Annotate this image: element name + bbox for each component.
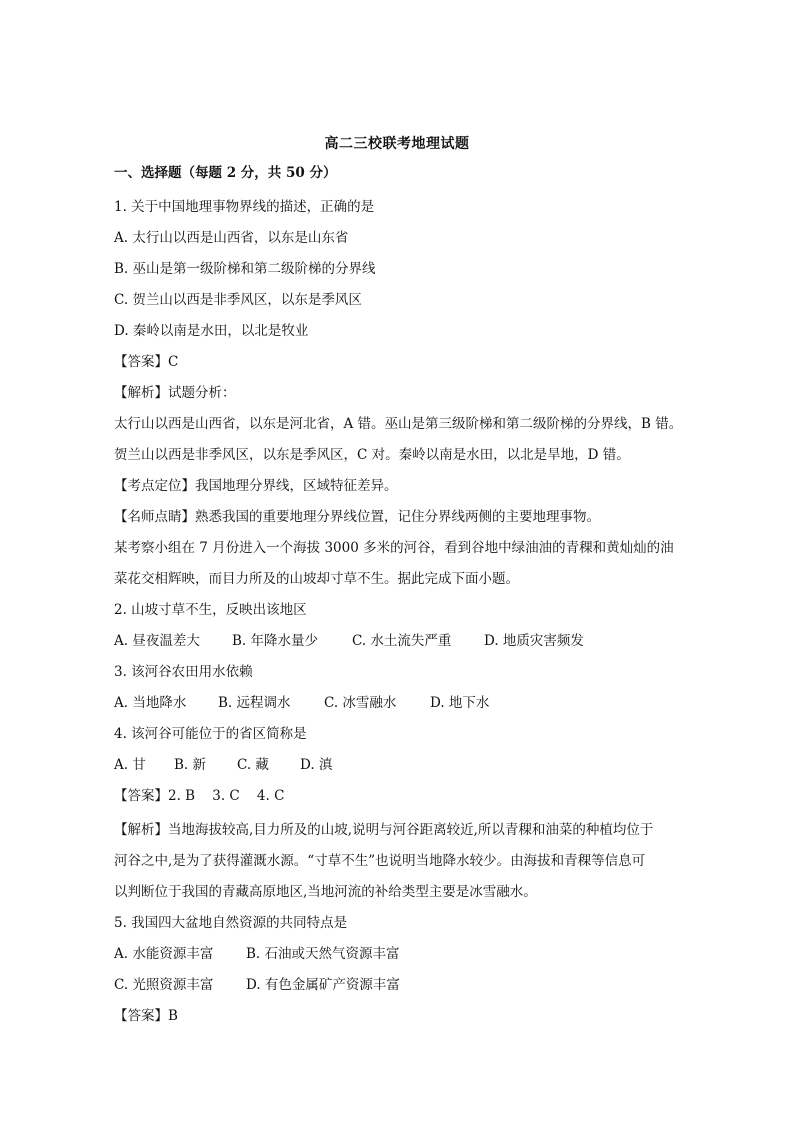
question-2-option-d: D. 地质灾害频发 [484, 633, 584, 649]
question-2-option-b: B. 年降水量少 [232, 633, 319, 649]
question-1-stem: 1. 关于中国地理事物界线的描述，正确的是 [114, 199, 375, 215]
analysis-2-4-line-1: 【解析】当地海拔较高,目力所及的山坡,说明与河谷距离较近,所以青稞和油菜的种植均位于 [114, 822, 654, 838]
question-1-mingshi: 【名师点睛】熟悉我国的重要地理分界线位置，记住分界线两侧的主要地理事物。 [114, 509, 600, 525]
question-3-option-b: B. 远程调水 [218, 695, 291, 711]
question-1-answer: 【答案】C [114, 354, 179, 370]
question-4-stem: 4. 该河谷可能位于的省区简称是 [114, 726, 307, 742]
question-4-option-d: D. 滇 [300, 757, 333, 773]
question-5-option-d: D. 有色金属矿产资源丰富 [246, 977, 400, 993]
passage-line-1: 某考察小组在 7 月份进入一个海拔 3000 多米的河谷，看到谷地中绿油油的青稞和黄灿灿的油 [114, 540, 674, 556]
question-2-stem: 2. 山坡寸草不生，反映出该地区 [114, 602, 307, 618]
question-3-stem: 3. 该河谷农田用水依赖 [114, 664, 253, 680]
analysis-2-4-line-3: 以判断位于我国的青藏高原地区,当地河流的补给类型主要是冰雪融水。 [114, 884, 537, 900]
question-5-option-c: C. 光照资源丰富 [114, 977, 214, 993]
question-1-analysis-label: 【解析】试题分析： [114, 385, 236, 401]
analysis-2-4-line-2: 河谷之中,是为了获得灌溉水源。“寸草不生”也说明当地降水较少。由海拔和青稞等信息可 [114, 853, 646, 869]
question-1-analysis-line-2: 贺兰山以西是非季风区，以东是季风区，C 对。秦岭以南是水田，以北是旱地，D 错。 [114, 447, 630, 463]
question-5-option-b: B. 石油或天然气资源丰富 [246, 946, 400, 962]
question-4-option-b: B. 新 [174, 757, 207, 773]
question-5-answer: 【答案】B [114, 1008, 178, 1024]
question-5-stem: 5. 我国四大盆地自然资源的共同特点是 [114, 915, 348, 931]
section-heading: 一、选择题（每题 2 分，共 50 分） [114, 165, 337, 181]
question-4-option-c: C. 藏 [237, 757, 269, 773]
page-title: 高二三校联考地理试题 [324, 136, 470, 152]
question-1-option-a: A. 太行山以西是山西省，以东是山东省 [114, 230, 349, 246]
question-1-option-d: D. 秦岭以南是水田，以北是牧业 [114, 323, 309, 339]
question-4-options [114, 755, 688, 775]
question-3-option-c: C. 冰雪融水 [324, 695, 397, 711]
answer-2-4: 【答案】2. B 3. C 4. C [114, 788, 285, 804]
question-2-option-c: C. 水土流失严重 [352, 633, 452, 649]
question-1-kaodian: 【考点定位】我国地理分界线，区域特征差异。 [114, 478, 398, 494]
question-3-options [114, 693, 688, 713]
question-2-options [114, 631, 688, 651]
question-1-option-c: C. 贺兰山以西是非季风区，以东是季风区 [114, 292, 362, 308]
question-2-option-a: A. 昼夜温差大 [114, 633, 200, 649]
question-1-analysis-line-1: 太行山以西是山西省，以东是河北省，A 错。巫山是第三级阶梯和第二级阶梯的分界线，B 错。 [114, 416, 683, 432]
question-1-option-b: B. 巫山是第一级阶梯和第二级阶梯的分界线 [114, 261, 376, 277]
question-3-option-a: A. 当地降水 [114, 695, 187, 711]
question-4-option-a: A. 甘 [114, 757, 146, 773]
question-5-options-row-2 [114, 975, 688, 995]
question-5-options-row-1 [114, 944, 688, 964]
question-3-option-d: D. 地下水 [430, 695, 490, 711]
question-5-option-a: A. 水能资源丰富 [114, 946, 214, 962]
passage-line-2: 菜花交相辉映，而目力所及的山坡却寸草不生。据此完成下面小题。 [114, 571, 519, 587]
